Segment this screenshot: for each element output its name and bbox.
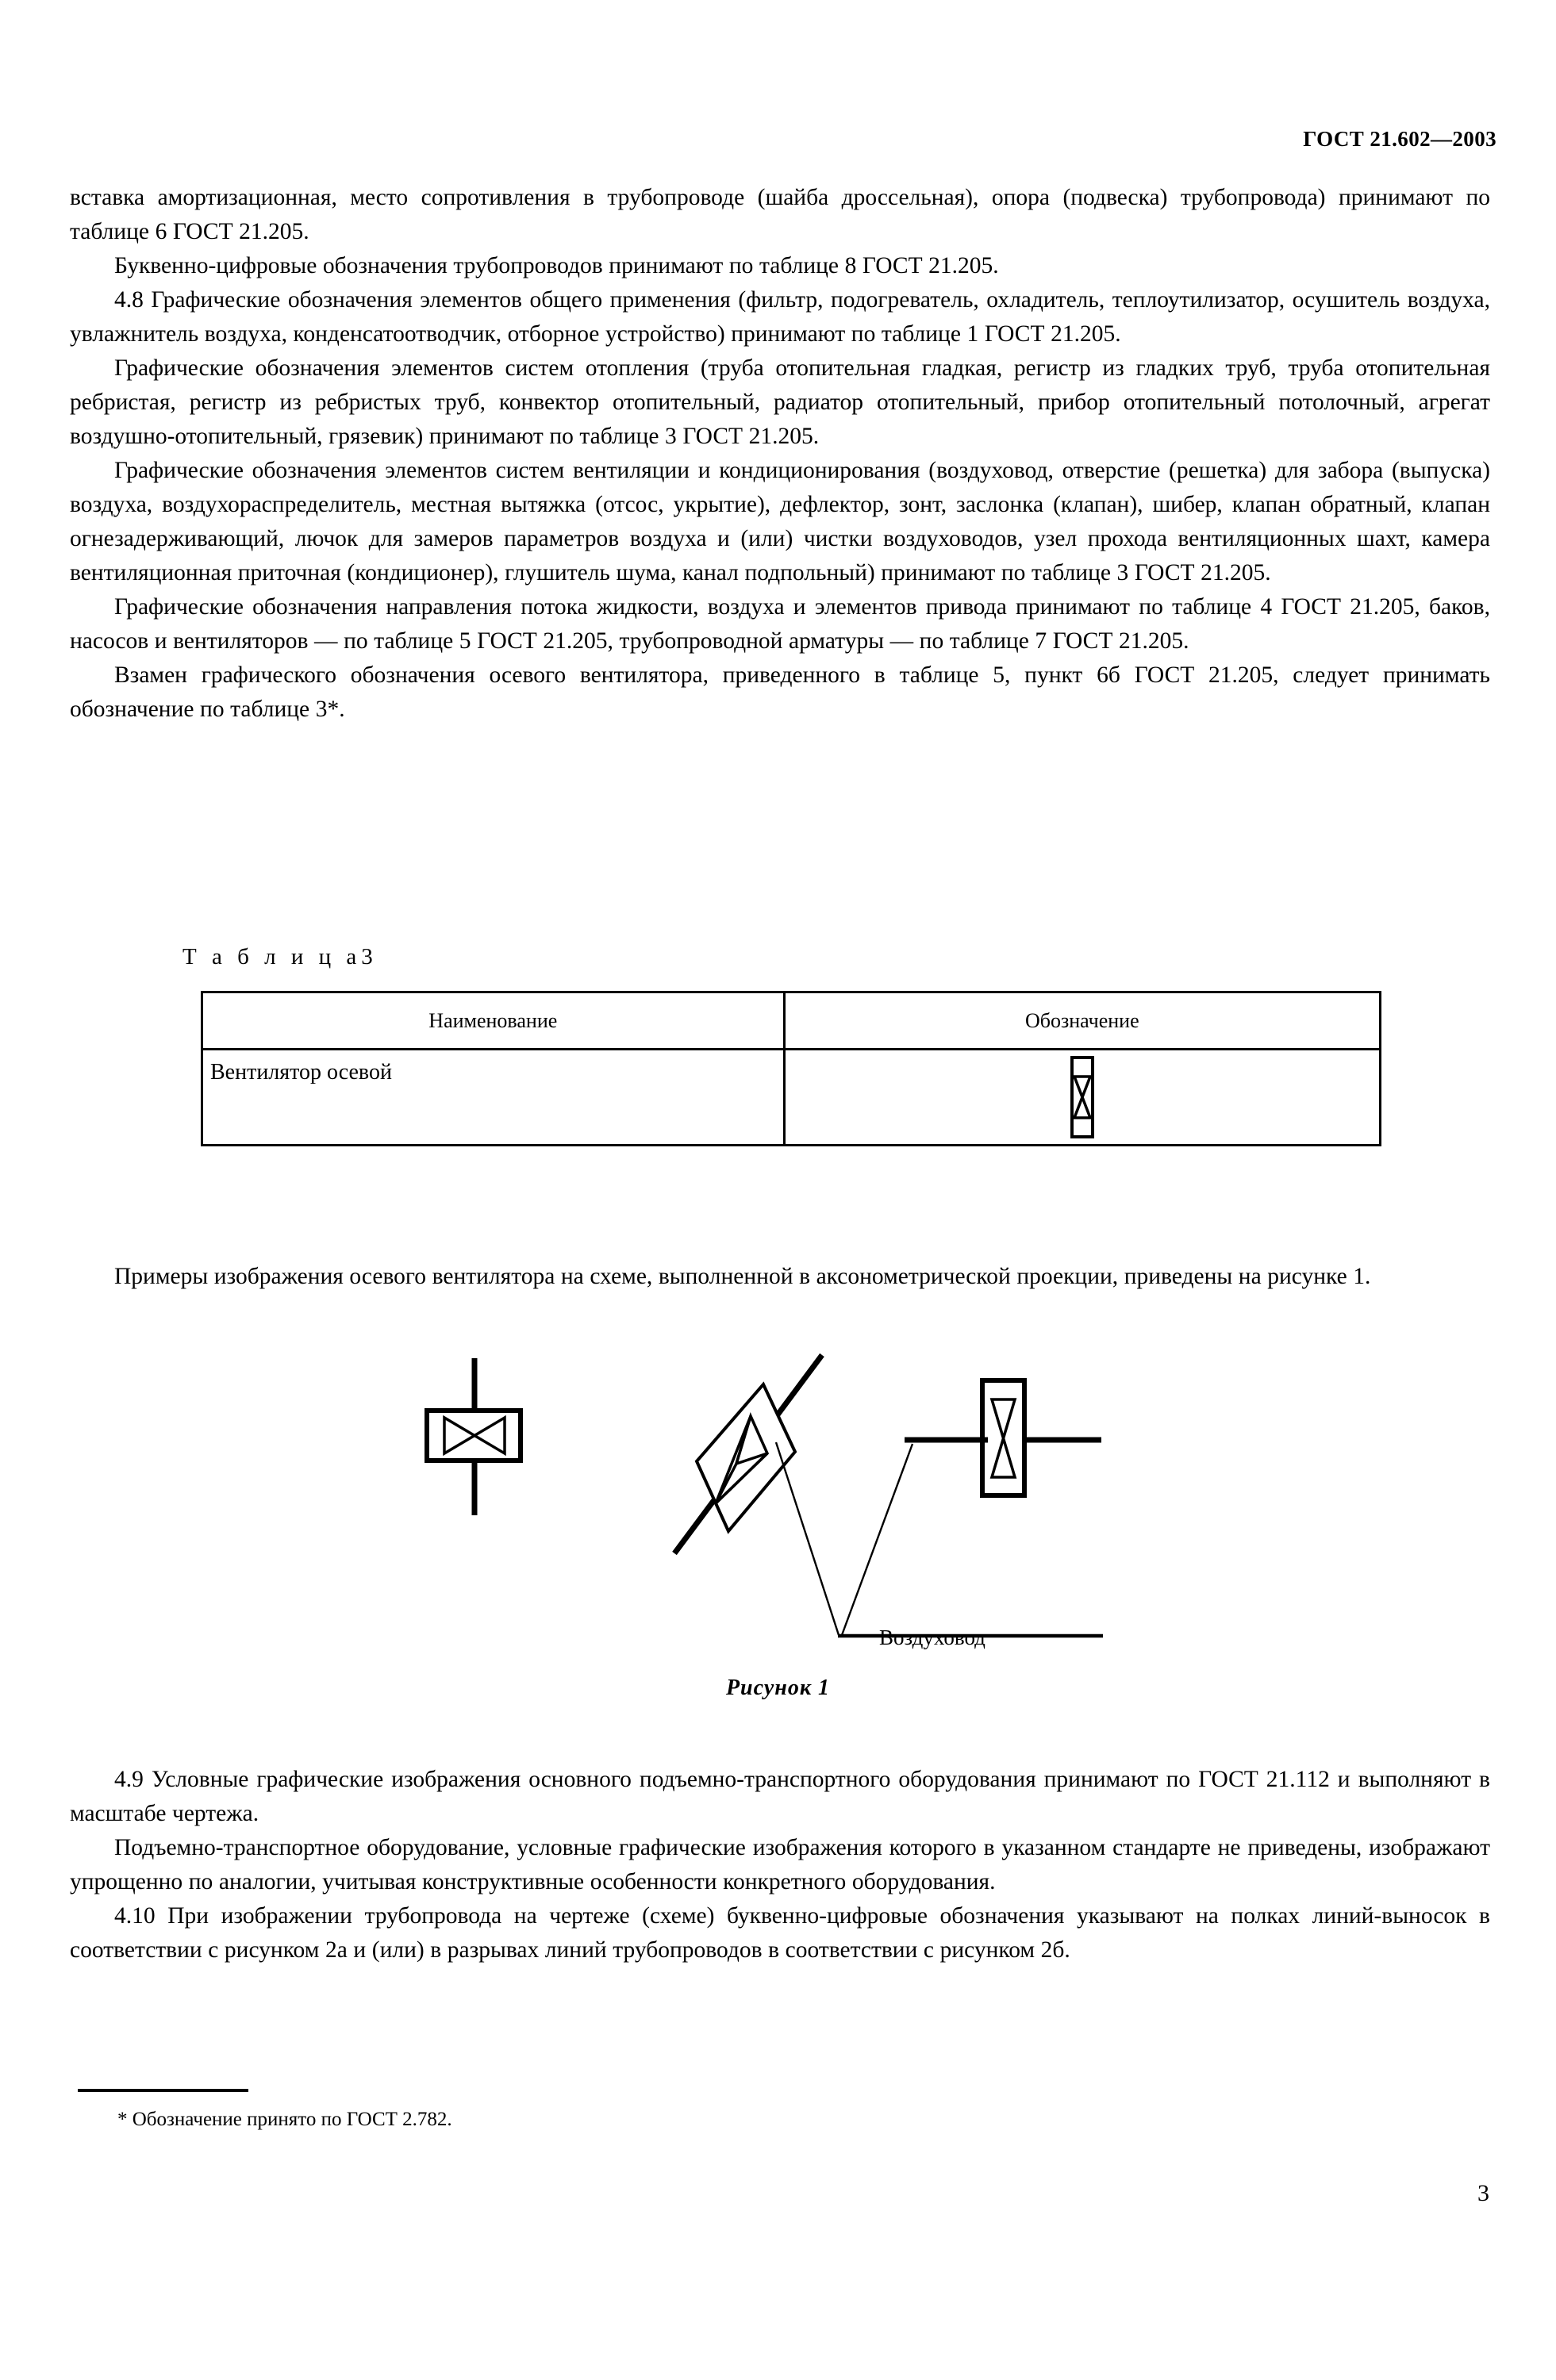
figure-1-caption: Рисунок 1: [725, 1676, 831, 1700]
paragraph: Графические обозначения элементов систем вентиляции и кондиционирования (воздуховод, отверстие (решетка) для забора (выпуска) воздуха, воздухораспределитель, местная вытяжка (отсос, укрытие), дефлектор, зонт, заслонка (клапан), шибер, клапан обратный, клапан огнезадерживающий, лючок для замеров параметров воздуха и (или) чистки воздуховодов, узел прохода вентиляционных шахт, камера вентиляционная приточная (кондиционер), глушитель шума, канал подпольный) принимают по таблице 3 ГОСТ 21.205.: [70, 458, 1490, 585]
paragraph: Примеры изображения осевого вентилятора на схеме, выполненной в аксонометрической проекции, приведены на рисунке 1.: [114, 1264, 1371, 1289]
body-text-lower: [70, 1763, 1490, 1967]
paragraph: Взамен графического обозначения осевого вентилятора, приведенного в таблице 5, пункт 6б ГОСТ 21.205, следует принимать обозначение по таблице 3*.: [70, 662, 1490, 722]
table-header-cell-name: [203, 993, 786, 1048]
callout-leader-lines: [776, 1442, 1103, 1636]
table-caption: [182, 944, 373, 970]
table-caption-label: Т а б л и ц а: [182, 944, 362, 969]
table-header-cell-symbol: [786, 993, 1379, 1048]
figure-1-svg: [357, 1341, 1151, 1714]
page-number: 3: [1477, 2180, 1489, 2206]
column-header-label: Наименование: [428, 1008, 558, 1032]
axial-fan-horizontal-duct-symbol: [427, 1358, 521, 1515]
figure-1-drawing: [357, 1341, 1151, 1714]
paragraph: 4.10 При изображении трубопровода на чертеже (схеме) буквенно-цифровые обозначения указывают на полках линий-выносок в соответствии с рисунком 2а и (или) в разрывах линий трубопроводов в соответствии с рисунком 2б.: [70, 1903, 1490, 1963]
running-header-standard-number: ГОСТ 21.602—2003: [1303, 127, 1496, 151]
column-header-label: Обозначение: [1024, 1008, 1139, 1032]
symbol-container: [786, 1050, 1379, 1144]
body-text-upper: [70, 181, 1490, 727]
axial-fan-isometric-symbol: [674, 1355, 822, 1553]
table-cell-name: [203, 1050, 786, 1144]
paragraph: 4.8 Графические обозначения элементов общего применения (фильтр, подогреватель, охладитель, теплоутилизатор, осушитель воздуха, увлажнитель воздуха, конденсатоотводчик, отборное устройство) принимают по таблице 1 ГОСТ 21.205.: [70, 287, 1490, 347]
paragraph: Графические обозначения элементов систем отопления (труба отопительная гладкая, регистр из гладких труб, труба отопительная ребристая, регистр из ребристых труб, конвектор отопительный, радиатор отопительный, прибор отопительный потолочный, агрегат воздушно-отопительный, грязевик) принимают по таблице 3 ГОСТ 21.205.: [70, 355, 1490, 449]
callout-label-air-duct: Воздуховод: [879, 1626, 985, 1649]
table-3: [201, 991, 1381, 1146]
table-caption-number: 3: [361, 944, 373, 969]
footnote-separator-rule: [78, 2089, 248, 2092]
footnote-text: * Обозначение принято по ГОСТ 2.782.: [117, 2109, 452, 2130]
figure-intro-text: [70, 1260, 1490, 1294]
table-header-row: [203, 993, 1379, 1050]
equipment-name-label: Вентилятор осевой: [210, 1060, 392, 1084]
table-cell-symbol: [786, 1050, 1379, 1144]
paragraph: Подъемно-транспортное оборудование, условные графические изображения которого в указанном стандарте не приведены, изображают упрощенно по аналогии, учитывая конструктивные особенности конкретного оборудования.: [70, 1835, 1490, 1894]
axial-fan-symbol-icon: [1065, 1053, 1100, 1142]
axial-fan-vertical-duct-symbol: [905, 1380, 1101, 1495]
paragraph: Буквенно-цифровые обозначения трубопроводов принимают по таблице 8 ГОСТ 21.205.: [114, 253, 999, 278]
table-row: [203, 1050, 1379, 1144]
paragraph: 4.9 Условные графические изображения основного подъемно-транспортного оборудования принимают по ГОСТ 21.112 и выполняют в масштабе чертежа.: [70, 1767, 1490, 1826]
paragraph: Графические обозначения направления потока жидкости, воздуха и элементов привода принимают по таблице 4 ГОСТ 21.205, баков, насосов и вентиляторов — по таблице 5 ГОСТ 21.205, трубопроводной арматуры — по таблице 7 ГОСТ 21.205.: [70, 594, 1490, 654]
paragraph: вставка амортизационная, место сопротивления в трубопроводе (шайба дроссельная), опора (подвеска) трубопровода) принимают по таблице 6 ГОСТ 21.205.: [70, 185, 1490, 244]
